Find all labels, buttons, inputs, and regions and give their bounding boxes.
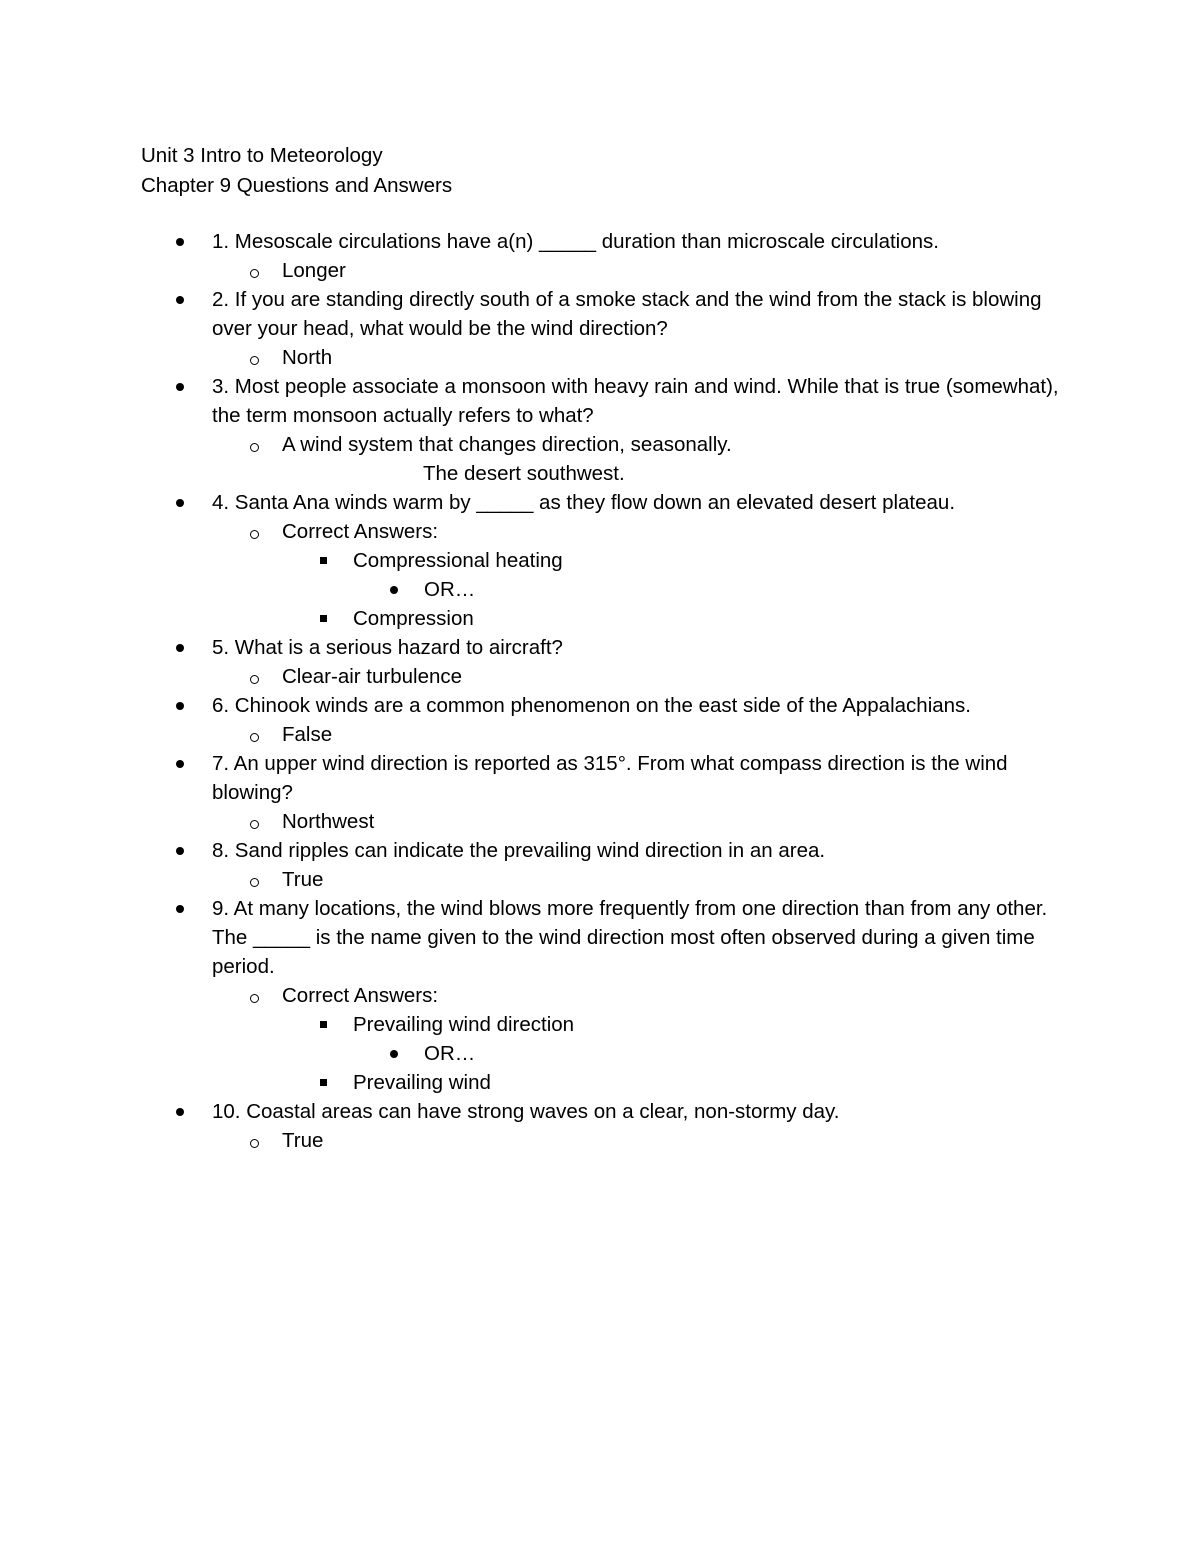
question-item	[0, 691, 1200, 720]
bullet-icon	[174, 633, 212, 662]
answer-item	[0, 981, 1200, 1010]
answer-text: Northwest	[282, 810, 375, 833]
answer-item	[0, 865, 1200, 894]
answer-option-text: OR…	[424, 578, 476, 601]
bullet-icon	[174, 1097, 212, 1126]
answer-option-text: Compressional heating	[353, 549, 563, 572]
answer-text: Longer	[282, 259, 346, 282]
answer-item	[0, 662, 1200, 691]
answer-option-text: Compression	[353, 607, 474, 630]
square-bullet-icon	[317, 1068, 353, 1097]
bullet-icon	[174, 749, 212, 778]
circle-bullet-icon	[246, 517, 282, 546]
circle-bullet-icon	[246, 720, 282, 749]
circle-bullet-icon	[246, 981, 282, 1010]
square-bullet-icon	[317, 604, 353, 633]
answer-text: Clear-air turbulence	[282, 665, 463, 688]
square-bullet-icon	[317, 1010, 353, 1039]
answer-item	[0, 256, 1200, 285]
question-text: 9. At many locations, the wind blows more frequently from one direction than from any other. The _____ is the name given to the wind direction most often observed during a given time period.	[212, 897, 1048, 978]
bullet-icon	[174, 894, 212, 923]
question-text: 8. Sand ripples can indicate the prevailing wind direction in an area.	[212, 839, 826, 862]
answer-item	[0, 1126, 1200, 1155]
answer-option-text: Prevailing wind direction	[353, 1013, 575, 1036]
circle-bullet-icon	[246, 343, 282, 372]
answer-note: The desert southwest.	[423, 462, 625, 485]
question-text: 1. Mesoscale circulations have a(n) _____ duration than microscale circulations.	[212, 230, 939, 253]
question-text: 4. Santa Ana winds warm by _____ as they flow down an elevated desert plateau.	[212, 491, 956, 514]
circle-bullet-icon	[246, 807, 282, 836]
answer-text: A wind system that changes direction, seasonally.	[282, 433, 732, 456]
answer-option	[0, 1010, 1200, 1039]
bullet-icon	[174, 285, 212, 314]
question-item	[0, 836, 1200, 865]
answer-text: True	[282, 1129, 324, 1152]
question-text: 7. An upper wind direction is reported as 315°. From what compass direction is the wind blowing?	[212, 752, 1008, 804]
answer-option-text: Prevailing wind	[353, 1071, 491, 1094]
circle-bullet-icon	[246, 256, 282, 285]
answer-text: False	[282, 723, 333, 746]
square-bullet-icon	[317, 546, 353, 575]
answer-option	[0, 1068, 1200, 1097]
question-text: 6. Chinook winds are a common phenomenon on the east side of the Appalachians.	[212, 694, 971, 717]
answer-item	[0, 430, 1200, 459]
document-title: Unit 3 Intro to Meteorology	[141, 144, 383, 167]
question-item	[0, 488, 1200, 517]
question-item	[0, 227, 1200, 256]
document-heading	[141, 141, 1061, 201]
question-item	[0, 372, 1200, 430]
answer-text: Correct Answers:	[282, 520, 439, 543]
circle-bullet-icon	[246, 430, 282, 459]
answer-item	[0, 807, 1200, 836]
answer-text: True	[282, 868, 324, 891]
answer-option	[0, 575, 1200, 604]
circle-bullet-icon	[246, 865, 282, 894]
question-text: 2. If you are standing directly south of a smoke stack and the wind from the stack is blowing over your head, what would be the wind direction?	[212, 288, 1042, 340]
question-list	[0, 227, 1200, 1155]
answer-option	[0, 546, 1200, 575]
bullet-icon	[174, 836, 212, 865]
answer-text: Correct Answers:	[282, 984, 439, 1007]
document-subtitle: Chapter 9 Questions and Answers	[141, 174, 453, 197]
bullet-icon	[388, 1039, 424, 1068]
question-text: 5. What is a serious hazard to aircraft?	[212, 636, 563, 659]
answer-text: North	[282, 346, 333, 369]
circle-bullet-icon	[246, 1126, 282, 1155]
question-item	[0, 894, 1200, 981]
answer-option	[0, 1039, 1200, 1068]
question-item	[0, 633, 1200, 662]
answer-option	[0, 604, 1200, 633]
question-text: 3. Most people associate a monsoon with heavy rain and wind. While that is true (somewhat), the term monsoon actually refers to what?	[212, 375, 1059, 427]
answer-item	[0, 343, 1200, 372]
question-text: 10. Coastal areas can have strong waves on a clear, non-stormy day.	[212, 1100, 840, 1123]
bullet-icon	[174, 372, 212, 401]
answer-item	[0, 517, 1200, 546]
circle-bullet-icon	[246, 662, 282, 691]
answer-item	[0, 720, 1200, 749]
question-item	[0, 285, 1200, 343]
bullet-icon	[388, 575, 424, 604]
bullet-icon	[174, 488, 212, 517]
bullet-icon	[174, 691, 212, 720]
question-item	[0, 1097, 1200, 1126]
question-item	[0, 749, 1200, 807]
answer-option-text: OR…	[424, 1042, 476, 1065]
bullet-icon	[174, 227, 212, 256]
